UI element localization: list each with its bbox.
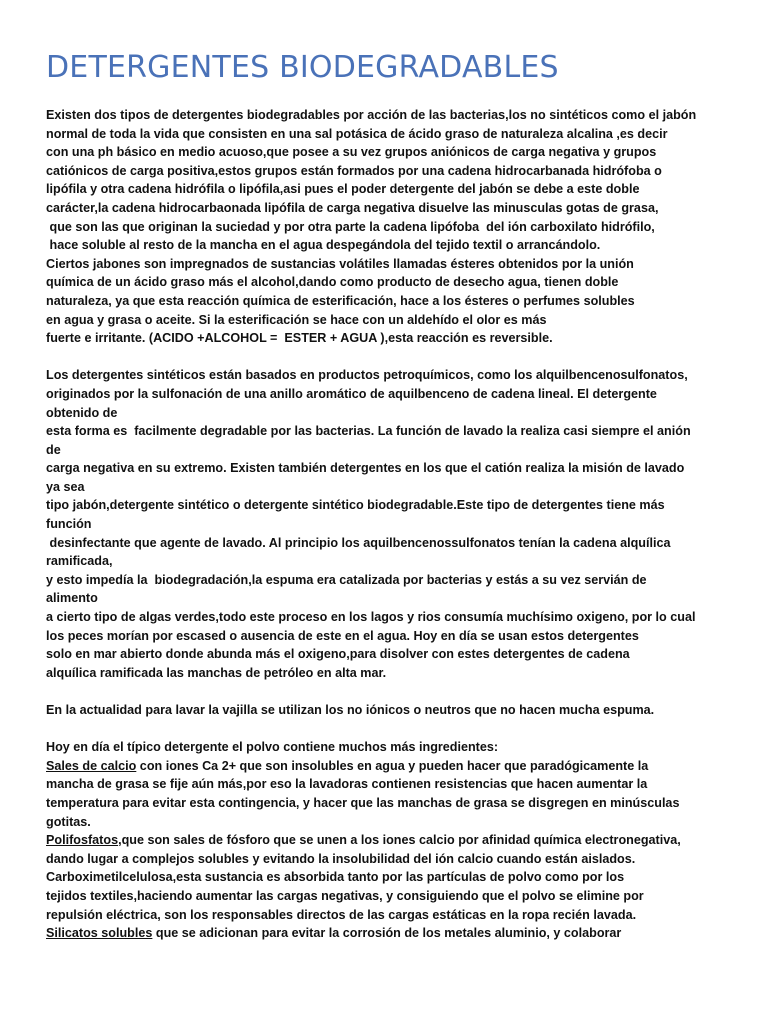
paragraph-ingredientes [46, 738, 746, 943]
text-line: función [46, 517, 92, 532]
text-line: desinfectante que agente de lavado. Al principio los aquilbencenossulfonatos tenían la cadena alquílica [46, 535, 671, 550]
text-line: esta forma es facilmente degradable por las bacterias. La función de lavado la realiza casi siempre el anión [46, 424, 691, 439]
ingredient-text: que se adicionan para evitar la corrosión de los metales aluminio, y colaborar [152, 926, 622, 941]
text-line: catiónicos de carga positiva,estos grupos están formados por una cadena hidrocarbanada hidrófoba o [46, 163, 662, 178]
paragraph-spacer [46, 348, 746, 367]
paragraph-sinteticos [46, 366, 746, 682]
text-line: alquílica ramificada las manchas de petróleo en alta mar. [46, 665, 387, 680]
paragraph-vajilla: En la actualidad para lavar la vajilla se utilizan los no iónicos o neutros que no hacen mucha espuma. [46, 703, 655, 717]
text-line: tejidos textiles,haciendo aumentar las cargas negativas, y consiguiendo que el polvo se elimine por [46, 888, 644, 903]
text-line: carácter,la cadena hidrocarbaonada lipófila de carga negativa disuelve las minusculas gotas de grasa, [46, 200, 659, 215]
text-line: Carboximetilcelulosa,esta sustancia es absorbida tanto por las partículas de polvo como por los [46, 870, 625, 885]
ingredient-silicatos-line [46, 924, 746, 943]
document-title: DETERGENTES BIODEGRADABLES [46, 50, 559, 85]
text-line: obtenido de [46, 405, 118, 420]
ingredient-polifosfatos-line [46, 831, 746, 850]
text-line: Existen dos tipos de detergentes biodegradables por acción de las bacterias,los no sintéticos como el jabón [46, 108, 697, 122]
text-line: química de un ácido graso más el alcohol,dando como producto de desecho agua, tienen doble [46, 275, 619, 290]
text-line: en agua y grasa o aceite. Si la esterificación se hace con un aldehído el olor es más [46, 312, 547, 327]
paragraph-spacer [46, 720, 746, 739]
text-line: originados por la sulfonación de una anillo aromático de aquilbenceno de cadena lineal. El detergente [46, 386, 657, 401]
document-body [46, 106, 746, 943]
text-line: que son las que originan la suciedad y por otra parte la cadena lipófoba del ión carboxilato hidrófilo, [46, 219, 655, 234]
ingredient-term-sales: Sales de calcio [46, 758, 137, 773]
ingredient-sales-line [46, 757, 746, 776]
text-line: alimento [46, 591, 98, 606]
text-line: solo en mar abierto donde abunda más el oxigeno,para disolver con estes detergentes de cadena [46, 647, 630, 662]
text-line: gotitas. [46, 814, 91, 829]
text-line: Hoy en día el típico detergente el polvo contiene muchos más ingredientes: [46, 740, 499, 755]
text-line: ya sea [46, 479, 85, 494]
ingredient-term-silicatos: Silicatos solubles [46, 926, 153, 941]
text-line: de [46, 442, 61, 457]
text-line: naturaleza, ya que esta reacción química de esterificación, hace a los ésteres o perfumes solubles [46, 293, 635, 308]
text-line: hace soluble al resto de la mancha en el agua despegándola del tejido textil o arrancándolo. [46, 238, 601, 253]
text-line: tipo jabón,detergente sintético o detergente sintético biodegradable.Este tipo de detergentes tiene más [46, 498, 665, 513]
text-line: temperatura para evitar esta contingencia, y hacer que las manchas de grasa se disgregen en minúsculas [46, 795, 680, 810]
text-line: mancha de grasa se fije aún más,por eso la lavadoras contienen resistencias que hacen aumentar la [46, 777, 648, 792]
paragraph-jabones [46, 106, 746, 348]
text-line: fuerte e irritante. (ACIDO +ALCOHOL = ESTER + AGUA ),esta reacción es reversible. [46, 331, 553, 346]
text-line: carga negativa en su extremo. Existen también detergentes en los que el catión realiza la misión de lavado [46, 461, 685, 476]
ingredient-term-polifosfatos: Polifosfatos [46, 833, 119, 848]
text-line: los peces morían por escased o ausencia de este en el agua. Hoy en día se usan estos detergentes [46, 628, 639, 643]
text-line: Los detergentes sintéticos están basados en productos petroquímicos, como los alquilbencenosulfonatos, [46, 368, 688, 383]
text-line: y esto impedía la biodegradación,la espuma era catalizada por bacterias y estás a su vez servián de [46, 572, 647, 587]
text-line: lipófila y otra cadena hidrófila o lipófila,asi pues el poder detergente del jabón se debe a este doble [46, 182, 640, 197]
text-line: con una ph básico en medio acuoso,que posee a su vez grupos aniónicos de carga negativa y grupos [46, 145, 657, 160]
text-line: normal de toda la vida que consisten en una sal potásica de ácido graso de naturaleza alcalina ,es decir [46, 126, 668, 141]
text-line: a cierto tipo de algas verdes,todo este proceso en los lagos y rios consumía muchísimo oxigeno, por lo cual [46, 610, 696, 625]
ingredient-text: con iones Ca 2+ que son insolubles en agua y pueden hacer que paradógicamente la [136, 758, 649, 773]
ingredient-text: ,que son sales de fósforo que se unen a los iones calcio por afinidad química electronegativa, [118, 833, 681, 848]
paragraph-spacer [46, 682, 746, 701]
text-line: Ciertos jabones son impregnados de sustancias volátiles llamadas ésteres obtenidos por la unión [46, 256, 634, 271]
text-line: dando lugar a complejos solubles y evitando la insolubilidad del ión calcio cuando están aislados. [46, 851, 636, 866]
text-line: ramificada, [46, 554, 113, 569]
text-line: repulsión eléctrica, son los responsables directos de las cargas estáticas en la ropa recién lavada. [46, 907, 637, 922]
